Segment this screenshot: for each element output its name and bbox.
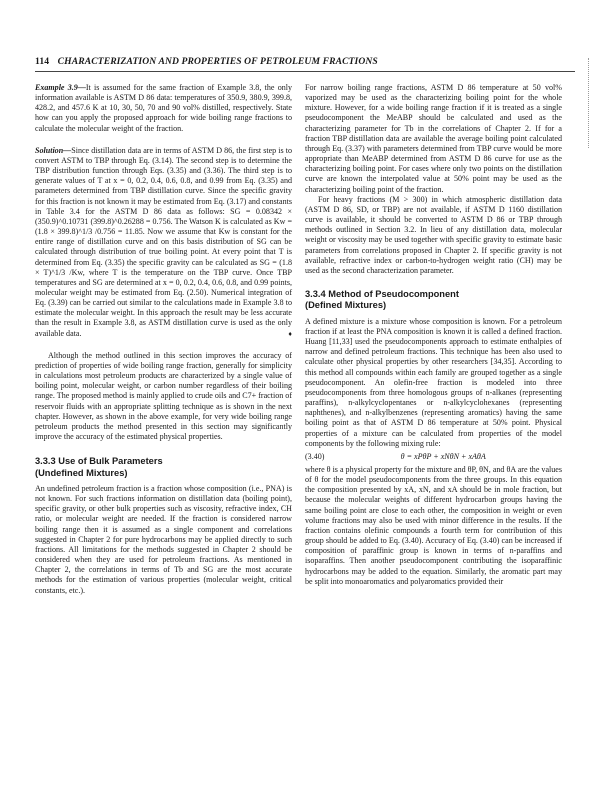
solution-paragraph (35, 146, 292, 339)
running-title: CHARACTERIZATION AND PROPERTIES OF PETROLEUM FRACTIONS (57, 56, 378, 67)
equation-3-40 (305, 452, 562, 462)
solution-text: Since distillation data are in terms of ASTM D 86, the first step is to convert ASTM to TBP through Eq. (3.14). The second step is to determine the TBP distribution function through Eqs. (3.35) and (3.36). The third step is to generate values of T at x = 0, 0.2, 0.4, 0.6, 0.8, and 0.99 from Eq. (3.35) and parameters determined from TBP distillation curve. Since the specific gravity for this fraction is not known it may be estimated from Eq. (3.17) and constants in Table 3.4 for the ASTM D 86 data as follows: SG = 0.08342 × (350.9)^0.10731 (399.8)^0.26288 = 0.756. The Watson K is calculated as Kw = (1.8 × 399.8)^1/3 /0.756 = 11.85. Now we assume that Kw is constant for the entire range of distillation curve and on this basis distribution of SG can be calculated through distribution of true boiling point. At every point that T is determined from Eq. (3.35) the specific gravity can be calculated as SG = (1.8 × T)^1/3 /Kw, where T is the temperature on the TBP curve. Once TBP temperatures and SG are determined at x = 0, 0.2, 0.4, 0.6, 0.8, and 0.99 points, molecular weight may be estimated from Eq. (2.50). Numerical integration of Eq. (3.39) can be carried out similar to the calculations made in Example 3.8 to estimate the molecular weight. In this approach the result may be less accurate than the result in Example 3.8, as ASTM distillation curve is used as the only available data. (35, 145, 292, 338)
mixing-rule-paragraph: where θ is a physical property for the mixture and θP, θN, and θA are the values of θ for the model pseudocomponents from the three groups. In this equation the composition presented by xA, xN, and xA should be in mole fraction, but because the molecular weights of different hydrocarbon groups having the same boiling point are close to each other, the composition in weight or even volume fractions may also be used with minor difference in the results. If the fraction contains olefinic compounds a fourth term for contribution of this group should be added to Eq. (3.40). Accuracy of Eq. (3.40) can be increased if composition of paraffinic group is known in terms of n-paraffins and isoparaffins. Then another pseudocomponent contributing the isoparaffinic hydrocarbons may be added to the equation. Similarly, the aromatic part may be split into monoaromatics and polyaromatics provided their (305, 464, 562, 586)
section-3-3-3-subtitle: (Undefined Mixtures) (35, 467, 128, 478)
example-paragraph (35, 83, 292, 134)
solution-lead: Solution— (35, 145, 72, 155)
section-3-3-4-subtitle: (Defined Mixtures) (305, 300, 387, 311)
header-rule (35, 71, 575, 72)
margin-dots (588, 58, 589, 148)
page-number: 114 (35, 56, 50, 67)
example-text: It is assumed for the same fraction of Example 3.8, the only information available is ASTM D 86 data: temperatures of 350.9, 380.9, 399.8, 428.2, and 457.6 K at 10, 30, 50, 70 and 90 vol% distilled, respectively. State how can you apply the proposed approach for wide boiling range fractions to calculate the molecular weight of the fraction. (35, 83, 292, 133)
left-column (35, 83, 292, 596)
equation-number: (3.40) (305, 451, 325, 461)
running-header (35, 56, 575, 67)
section-3-3-3-paragraph: An undefined petroleum fraction is a fraction whose composition (i.e., PNA) is not known. For such fractions information on distillation data (boiling point), specific gravity, or other bulk properties such as viscosity, refractive index, CH ratio, or molecular weight are needed. If the fraction is considered narrow boiling range then it is assumed as a single component and correlations suggested in Chapter 2 for pure hydrocarbons may be applied directly to such fractions. All limitations for the methods suggested in Chapter 2 should be considered when they are used for petroleum fractions. As mentioned in Chapter 2, the correlations in terms of Tb and SG are the most accurate methods for the estimation of various properties (molecular weight, critical constants, etc.). (35, 483, 292, 595)
method-paragraph: Although the method outlined in this section improves the accuracy of prediction of properties of wide boiling range fraction, generally for simplicity in calculations most petroleum products are characterized by a single value of boiling point, molecular weight, or carbon number regardless of their boiling range. The proposed method is mainly applied to crude oils and C7+ fraction of reservoir fluids with an appropriate splitting technique as is shown in the next chapter. However, as shown in the above example, for very wide boiling range petroleum products the method presented in this section may significantly improve the accuracy of the estimated physical properties. (35, 350, 292, 441)
equation-body: θ = xPθP + xNθN + xAθA (400, 451, 486, 461)
section-3-3-3-heading (35, 456, 292, 479)
section-3-3-3-title: 3.3.3 Use of Bulk Parameters (35, 456, 163, 467)
section-3-3-4-heading (305, 289, 562, 312)
example-lead: Example 3.9— (35, 83, 86, 92)
end-of-example-mark: ♦ (288, 329, 292, 338)
section-3-3-4-title: 3.3.4 Method of Pseudocomponent (305, 288, 459, 299)
heavy-fractions-paragraph: For heavy fractions (M > 300) in which atmospheric distillation data (ASTM D 86, SD, or TBP) are not available, if ASTM D 1160 distillation curve is available, it should be converted to ASTM D 86 or TBP through methods outlined in Section 3.2. In lieu of any distillation data, molecular weight or viscosity may be used together with specific gravity to estimate basic parameters from correlations proposed in Chapter 2. If specific gravity is not available, refractive index or carbon-to-hydrogen weight ratio (CH) may be used as the second characterization parameter. (305, 194, 562, 275)
right-column (305, 83, 562, 587)
boiling-range-paragraph: For narrow boiling range fractions, ASTM D 86 temperature at 50 vol% vaporized may be used as the characterizing boiling point for the whole mixture. However, for a wide boiling range fraction if it is treated as a single pseudocomponent the MeABP should be calculated and used as the characterizing parameter for Tb in the correlations of Chapter 2. If for a fraction TBP distillation data are available the average boiling point calculated through Eq. (3.37) with parameters determined from TBP curve would be more appropriate than MeABP determined from ASTM D 86 curve for use as the characterizing boiling point. For cases where only two points on the distillation curve are known the interpolated value at 50% point may be used as the characterizing boiling point of the fraction. (305, 83, 562, 194)
section-3-3-4-paragraph: A defined mixture is a mixture whose composition is known. For a petroleum fraction if at least the PNA composition is known it is called a defined fraction. Huang [11,33] used the pseudocomponents approach to estimate enthalpies of narrow and defined petroleum fractions. This technique has been also used to calculate other physical properties by other researchers [34,35]. According to this method all compounds within each family are grouped together as a single pseudocomponent. An olefin-free fraction is modeled into three pseudocomponents from three homologous groups of n-alkanes (representing paraffins), n-alkylcyclopentanes or n-alkylcyclohexanes (representing naphthenes), and n-alkylbenzenes (representing aromatics) having the same boiling point as that of ASTM D 86 temperature at 50% point. Physical properties of a mixture can be calculated from properties of the model components by the following mixing rule: (305, 316, 562, 448)
